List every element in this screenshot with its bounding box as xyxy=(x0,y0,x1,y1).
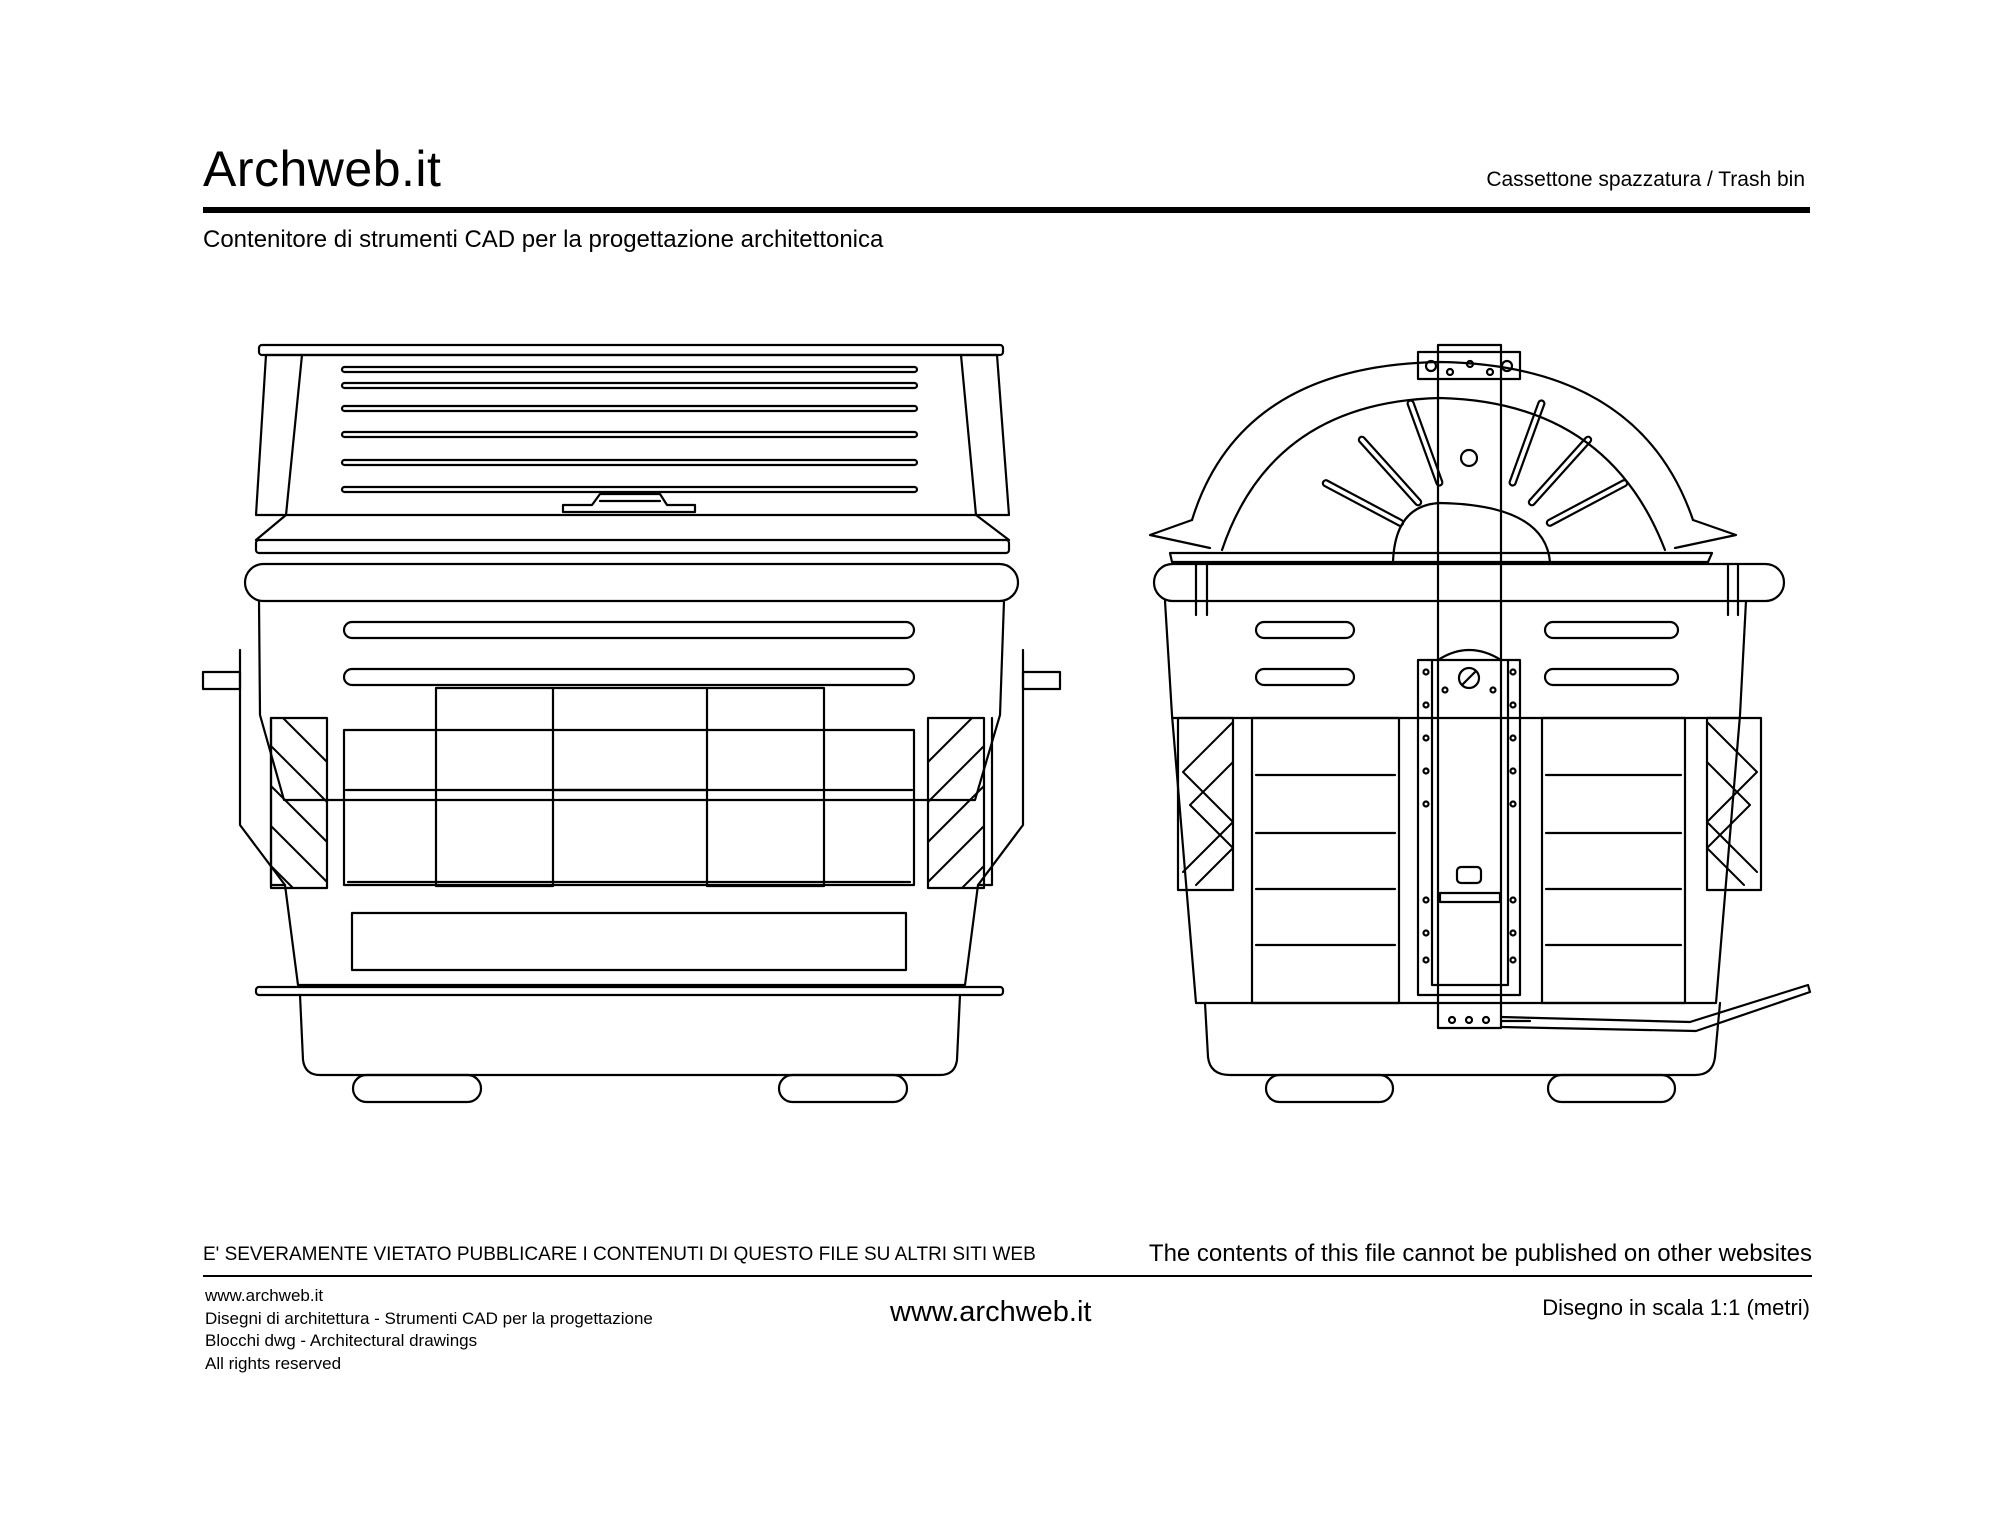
side-lid-tips xyxy=(1150,520,1736,548)
side-ribs-left xyxy=(1252,718,1399,1003)
side-elevation xyxy=(1150,345,1810,1102)
warning-english: The contents of this file cannot be published on other websites xyxy=(1148,1240,1812,1267)
side-slot-1 xyxy=(1256,622,1354,638)
front-slot-1 xyxy=(344,622,914,638)
side-ribs-right xyxy=(1542,718,1685,1003)
side-rim-bead xyxy=(1154,564,1784,601)
front-hatch-lines xyxy=(271,718,984,888)
info-line: All rights reserved xyxy=(205,1353,342,1373)
front-hatch-left xyxy=(271,718,327,888)
side-slot-4 xyxy=(1545,669,1678,685)
front-pivot-right xyxy=(1023,672,1060,689)
site-url: www.archweb.it xyxy=(890,1296,1092,1328)
info-line: Blocchi dwg - Architectural drawings xyxy=(205,1331,478,1350)
side-wheel-right xyxy=(1548,1075,1675,1102)
side-lid-dome-outer xyxy=(1192,362,1693,520)
side-hinge-plate xyxy=(1418,352,1520,379)
info-list xyxy=(205,1285,653,1375)
front-center-panel xyxy=(344,730,914,885)
front-wheel-right xyxy=(779,1075,907,1102)
front-lid-rim xyxy=(259,345,1003,355)
front-elevation xyxy=(203,345,1060,1102)
side-lid-dome-inner xyxy=(1222,398,1665,550)
side-hatch-right xyxy=(1707,718,1761,890)
side-hatch-left xyxy=(1178,718,1233,890)
side-slot-3 xyxy=(1545,622,1678,638)
side-base-tray xyxy=(1205,1003,1720,1075)
warning-italian: E' SEVERAMENTE VIETATO PUBBLICARE I CONTENUTI DI QUESTO FILE SU ALTRI SITI WEB xyxy=(203,1244,1036,1265)
front-body-lower xyxy=(271,718,992,985)
front-hatch-right xyxy=(928,718,984,888)
front-base-rail xyxy=(256,987,1003,995)
front-pivot-left xyxy=(203,672,240,689)
side-slot-2 xyxy=(1256,669,1354,685)
front-base-tray xyxy=(300,995,960,1075)
front-slot-2 xyxy=(344,669,914,685)
front-body-upper xyxy=(259,601,1004,800)
side-wheel-left xyxy=(1266,1075,1393,1102)
front-wheel-left xyxy=(353,1075,481,1102)
side-pedal-lever xyxy=(1501,985,1810,1031)
side-hatch-lines xyxy=(1183,722,1757,885)
drawing-subject: Cassettone spazzatura / Trash bin xyxy=(1486,168,1805,191)
tagline: Contenitore di strumenti CAD per la progettazione architettonica xyxy=(203,226,884,253)
scale-note: Disegno in scala 1:1 (metri) xyxy=(1542,1295,1810,1320)
front-rim-bead xyxy=(245,564,1018,601)
front-strap-right xyxy=(707,688,824,886)
info-line: Disegni di architettura - Strumenti CAD per la progettazione xyxy=(205,1308,653,1328)
brand-logo-text: Archweb.it xyxy=(203,141,442,197)
front-strap-left xyxy=(436,688,553,886)
info-line: www.archweb.it xyxy=(205,1286,324,1305)
side-vertical-strap xyxy=(1438,345,1501,1028)
front-lid-vents xyxy=(342,367,917,492)
side-lock-housing xyxy=(1418,660,1520,995)
footer-rule xyxy=(203,1275,1812,1277)
side-latch xyxy=(1457,867,1481,883)
front-lid-band xyxy=(256,540,1009,553)
front-lid-handle xyxy=(563,494,695,512)
